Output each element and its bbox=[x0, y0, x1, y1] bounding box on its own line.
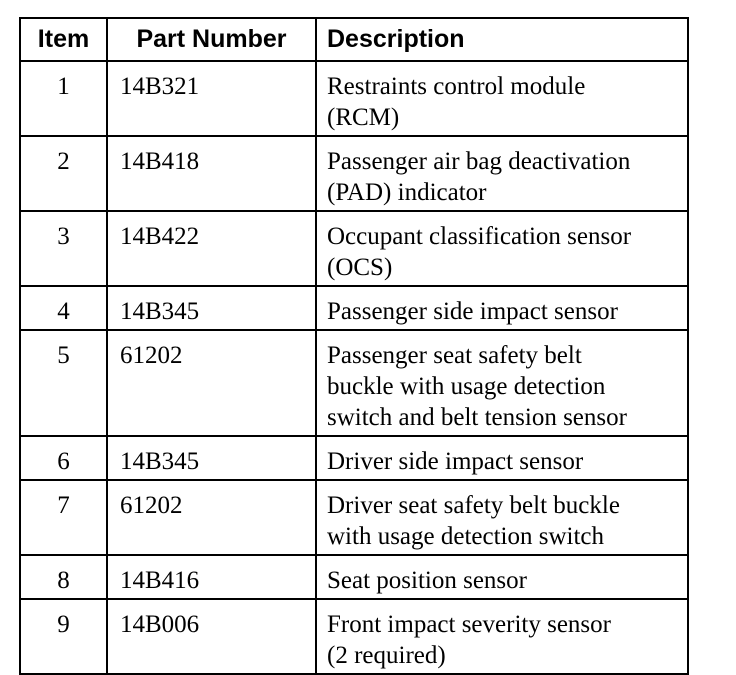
header-description: Description bbox=[316, 18, 688, 61]
part-number-cell: 14B345 bbox=[107, 436, 316, 480]
parts-table bbox=[19, 17, 689, 675]
item-cell: 5 bbox=[20, 330, 107, 436]
description-line: with usage detection switch bbox=[327, 523, 605, 550]
table-row bbox=[20, 286, 688, 330]
parts-table-body bbox=[20, 61, 688, 674]
table-row bbox=[20, 330, 688, 436]
description-line: (RCM) bbox=[327, 104, 400, 131]
part-number-cell: 14B321 bbox=[107, 61, 316, 136]
part-number-cell: 61202 bbox=[107, 480, 316, 555]
table-row bbox=[20, 436, 688, 480]
description-line: switch and belt tension sensor bbox=[327, 404, 627, 431]
description-cell bbox=[316, 330, 688, 436]
description-line: Passenger air bag deactivation bbox=[327, 148, 631, 175]
description-cell bbox=[316, 555, 688, 599]
parts-table-header bbox=[20, 18, 688, 61]
description-cell bbox=[316, 211, 688, 286]
header-item: Item bbox=[20, 18, 107, 61]
table-row bbox=[20, 61, 688, 136]
part-number-cell: 14B418 bbox=[107, 136, 316, 211]
table-row bbox=[20, 211, 688, 286]
description-line: Driver side impact sensor bbox=[327, 448, 584, 475]
description-line: Front impact severity sensor bbox=[327, 611, 611, 638]
part-number-cell: 14B416 bbox=[107, 555, 316, 599]
part-number-cell: 61202 bbox=[107, 330, 316, 436]
item-cell: 4 bbox=[20, 286, 107, 330]
header-row bbox=[20, 18, 688, 61]
table-row bbox=[20, 599, 688, 674]
part-number-cell: 14B006 bbox=[107, 599, 316, 674]
description-line: Passenger seat safety belt bbox=[327, 342, 582, 369]
description-line: Seat position sensor bbox=[327, 567, 527, 594]
item-cell: 3 bbox=[20, 211, 107, 286]
item-cell: 9 bbox=[20, 599, 107, 674]
description-line: Restraints control module bbox=[327, 73, 586, 100]
item-cell: 6 bbox=[20, 436, 107, 480]
part-number-cell: 14B345 bbox=[107, 286, 316, 330]
table-row bbox=[20, 555, 688, 599]
item-cell: 7 bbox=[20, 480, 107, 555]
table-row bbox=[20, 480, 688, 555]
description-line: (OCS) bbox=[327, 254, 393, 281]
part-number-cell: 14B422 bbox=[107, 211, 316, 286]
item-cell: 8 bbox=[20, 555, 107, 599]
description-cell bbox=[316, 599, 688, 674]
description-cell bbox=[316, 286, 688, 330]
description-cell bbox=[316, 436, 688, 480]
table-row bbox=[20, 136, 688, 211]
description-cell bbox=[316, 480, 688, 555]
header-part-number: Part Number bbox=[107, 18, 316, 61]
description-line: Passenger side impact sensor bbox=[327, 298, 618, 325]
description-line: Occupant classification sensor bbox=[327, 223, 632, 250]
description-line: buckle with usage detection bbox=[327, 373, 606, 400]
description-line: Driver seat safety belt buckle bbox=[327, 492, 620, 519]
description-line: (PAD) indicator bbox=[327, 179, 487, 206]
item-cell: 1 bbox=[20, 61, 107, 136]
description-cell bbox=[316, 136, 688, 211]
description-cell bbox=[316, 61, 688, 136]
item-cell: 2 bbox=[20, 136, 107, 211]
description-line: (2 required) bbox=[327, 642, 446, 669]
